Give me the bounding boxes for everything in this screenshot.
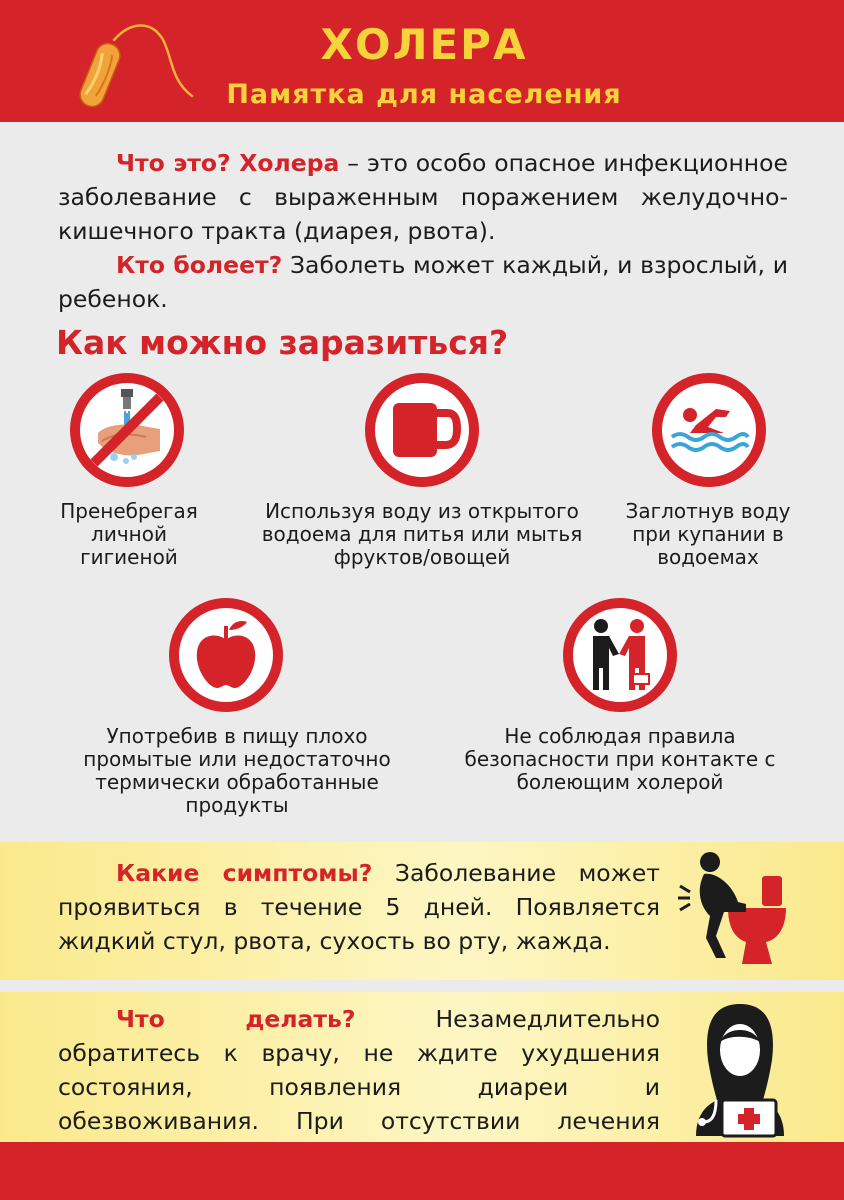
sick-person-toilet-icon [676, 846, 794, 976]
who-gets-sick-paragraph [58, 248, 788, 316]
what-is-paragraph [58, 146, 788, 248]
what-to-do-question: Что делать? [116, 1005, 356, 1033]
caption-contact: Не соблюдая правила безопасности при контакте с болеющим холерой [464, 724, 776, 794]
caption-open-water: Используя воду из открытого водоема для питья или мытья фруктов/овощей [261, 499, 583, 569]
caption-food: Употребив в пищу плохо промытые или недостаточно термически обработанные продукты [83, 724, 391, 817]
symptoms-text: Заболевание может проявиться в течение 5 дней. Появляется жидкий стул, рвота, сухость во рту, жажда. [58, 859, 660, 955]
doctor-icon [682, 1000, 798, 1138]
who-gets-sick-text: Заболеть может каждый, и взрослый, и ребенок. [58, 251, 788, 313]
symptoms-paragraph [58, 856, 660, 958]
header-banner [0, 0, 844, 122]
caption-swimming: Заглотнув воду при купании в водоемах [625, 499, 791, 569]
intro-section [58, 146, 788, 316]
handshake-icon [561, 596, 679, 714]
page-subtitle: Памятка для населения [226, 79, 622, 110]
page-title: ХОЛЕРА [320, 20, 528, 69]
what-is-question: Что это? Холера [116, 149, 340, 177]
infection-ways-heading: Как можно заразиться? [56, 323, 509, 362]
what-to-do-text: Незамедлительно обратитесь к врачу, не ждите ухудшения состояния, появления диареи и обезвоживания. При отсутствии лечения [58, 1005, 660, 1135]
mug-icon [363, 371, 481, 489]
caption-hygiene: Пренебрегая личной гигиеной [60, 499, 198, 569]
what-is-text: – это особо опасное инфекционное заболевание с выраженным поражением желудочно-кишечного тракта (диарея, рвота). [58, 149, 789, 245]
footer-bar [0, 1142, 844, 1200]
swimmer-icon [650, 371, 768, 489]
symptoms-question: Какие симптомы? [116, 859, 373, 887]
apple-icon [167, 596, 285, 714]
no-handwash-icon [68, 371, 186, 489]
who-gets-sick-question: Кто болеет? [116, 251, 283, 279]
